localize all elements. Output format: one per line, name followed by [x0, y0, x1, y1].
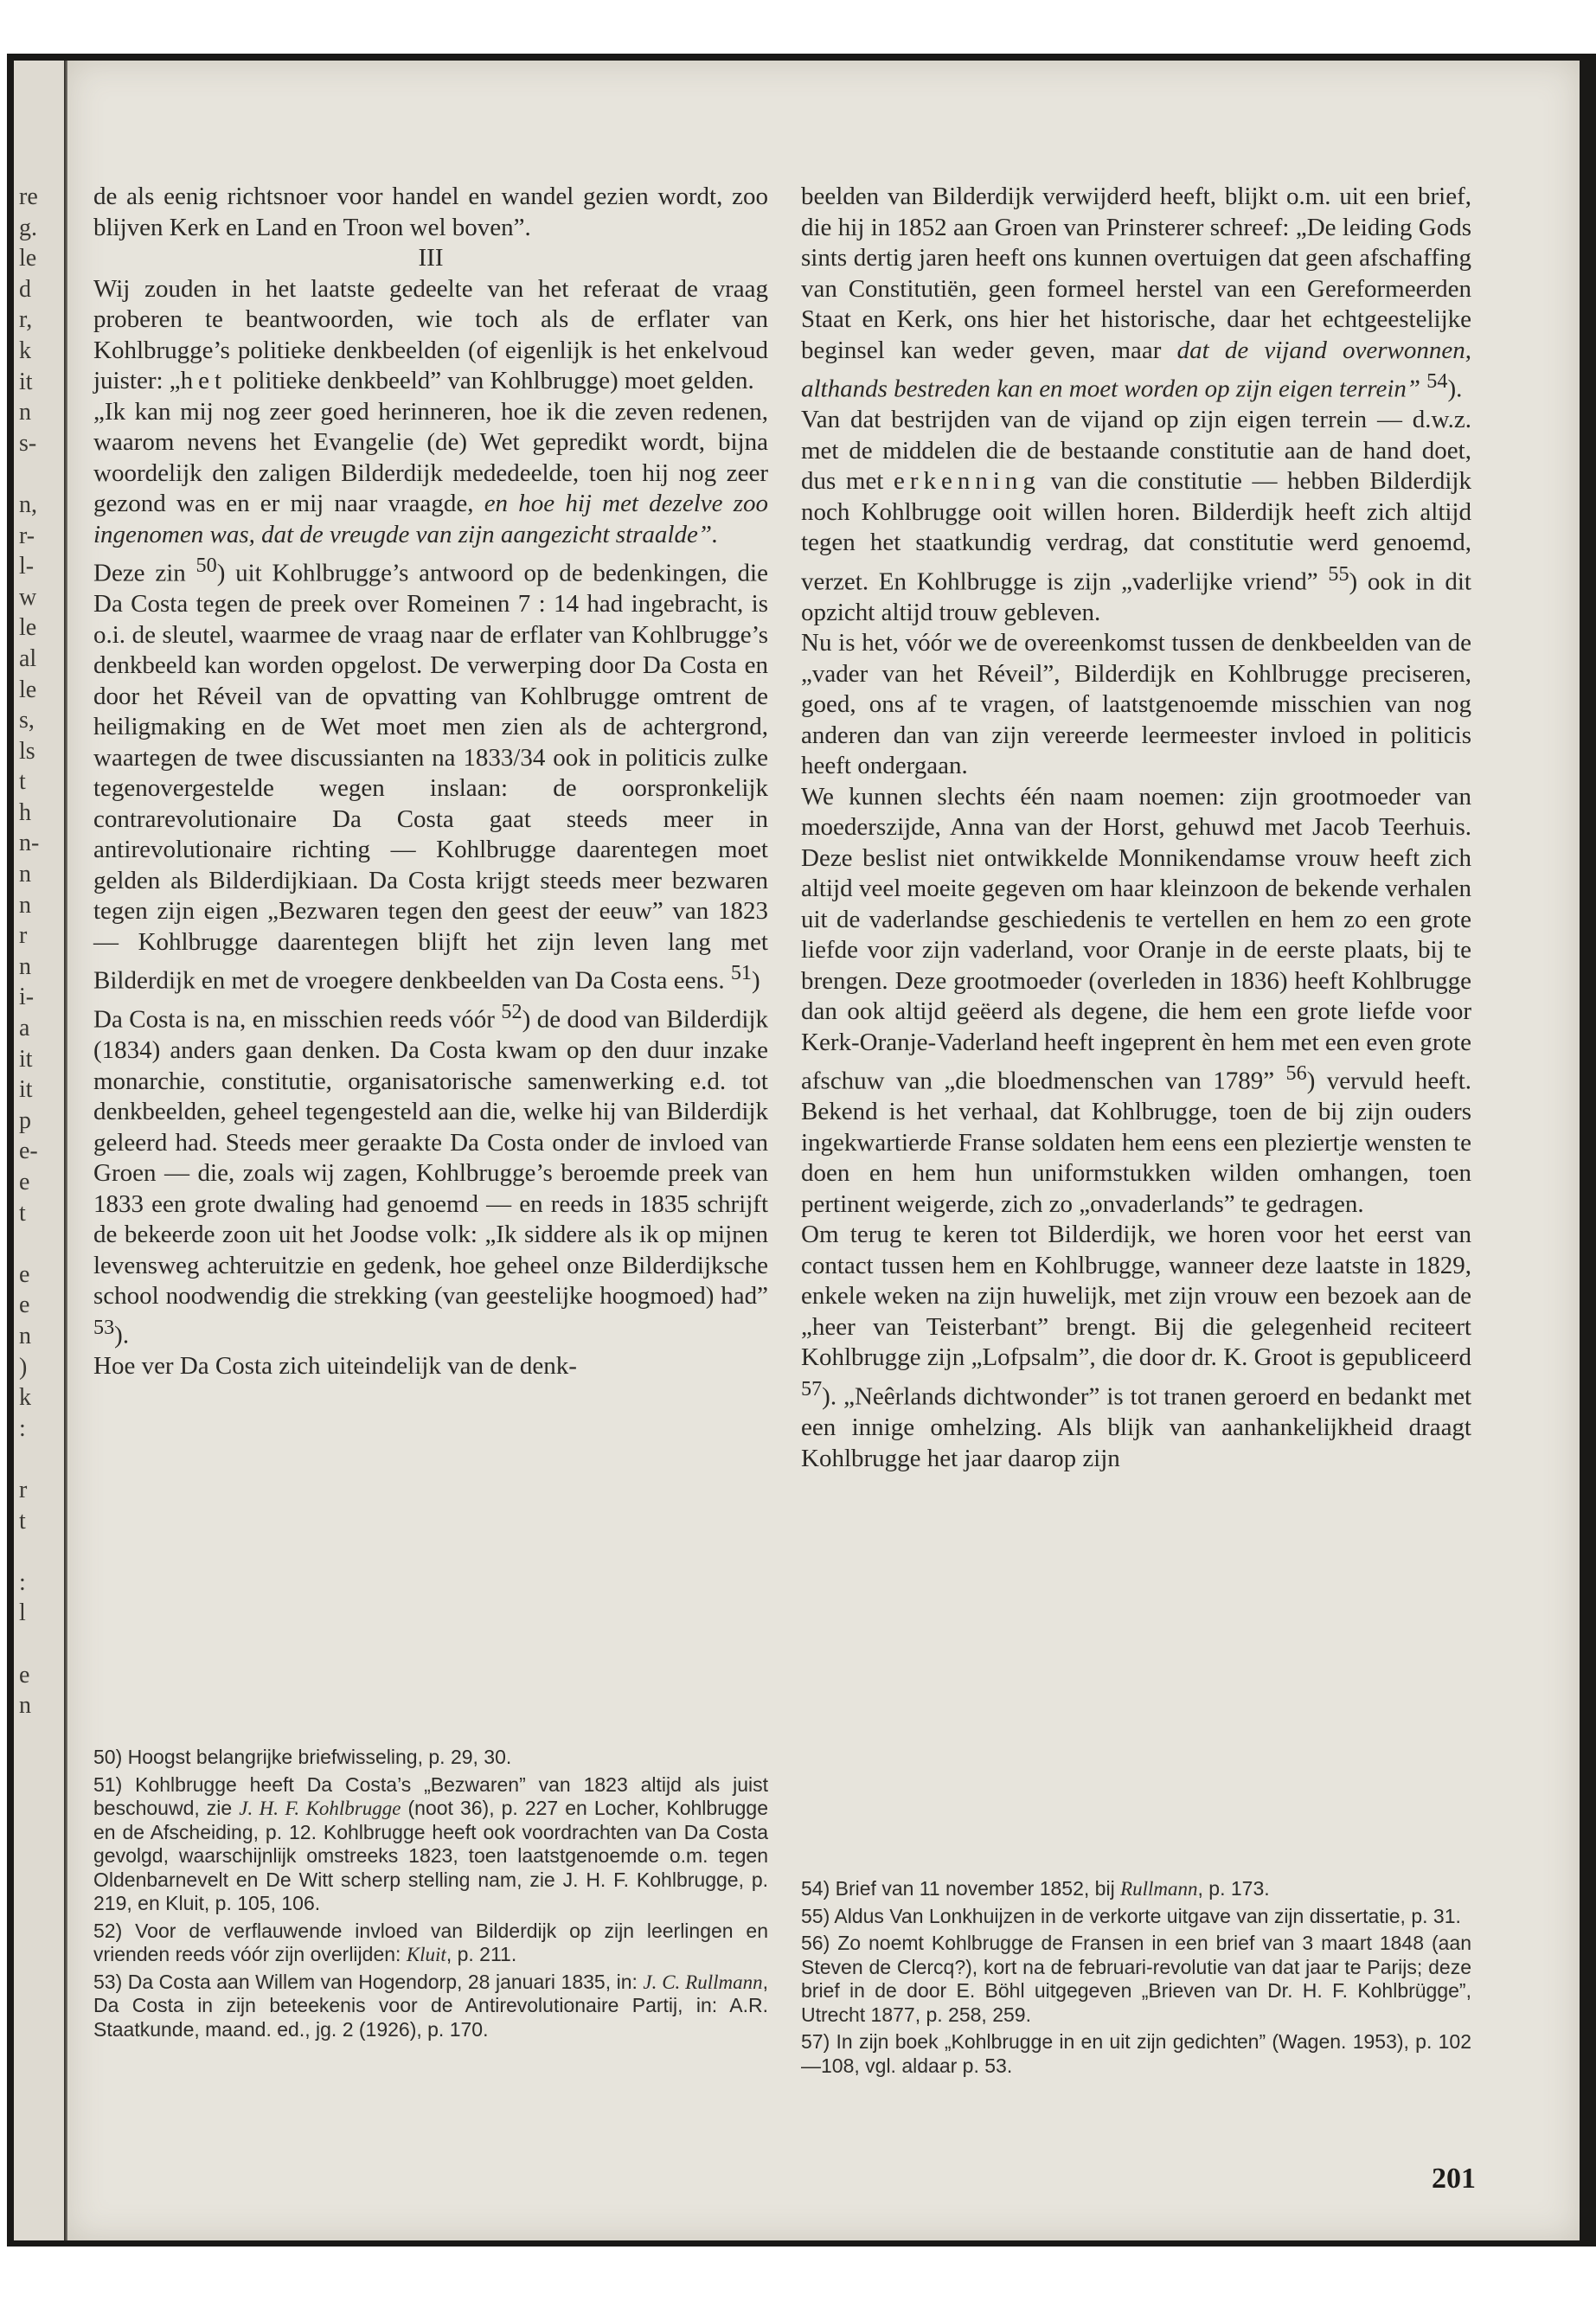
paragraph: Hoe ver Da Costa zich uiteindelijk van de denk-: [93, 1352, 577, 1381]
footnotes-left: [93, 1746, 768, 2045]
footnote-ref: 57: [801, 1376, 823, 1400]
paragraph: We kunnen slechts één naam noemen: zijn grootmoeder van moederszijde, Anna van der Horst, gehuwd met Jacob Teerhuis. Deze beslist niet ontwikkelde Monnikendamse vrouw heeft zich altijd veel moeite gegeven om haar kleinzoon de bekende verhalen uit de vaderlandse geschiedenis te vertellen en hem zo een grote liefde voor zijn vaderland, voor Oranje in de eerste plaats, bij te brengen. Deze grootmoeder (overleden in 1836) heeft Kohlbrugge dan ook altijd geëerd als degene, die hem een grote liefde voor Kerk-Oranje-Vaderland heeft ingeprent èn hem met een even grote afschuw van „die bloedmenschen van 1789” $^{56}$) vervuld heeft. Bekend is het verhaal, dat Kohlbrugge, toen de bij zijn ouders ingekwartierde Franse soldaten hem eens een pleziertje wensten te doen en hem hun uniformstukken wilden omhangen, toen pertinent weigerde, zich zo „onvaderlands” te gedragen.: [801, 782, 1472, 1218]
paragraph: Om terug te keren tot Bilderdijk, we horen voor het eerst van contact tussen hem en Kohlbrugge, wanneer deze laatste in 1829, enkele weken na zijn huwelijk, met zijn vrouw een bezoek aan de „heer van Teisterbant” brengt. Bij die gelegenheid reciteert Kohlbrugge zijn „Lofpsalm”, die door dr. K. Groot is gepubliceerd $^{57}$). „Neêrlands dichtwonder” is tot tranen geroerd en bedankt met een innige omhelzing. Als blijk van aanhankelijkheid draagt Kohlbrugge het jaar daarop zijn: [801, 1221, 1471, 1472]
paragraph: Da Costa is na, en misschien reeds vóór $^{52}$) de dood van Bilderdijk (1834) anders gaan denken. Da Costa kwam op den duur inzake monarchie, constitutie, organisatorische samenwerking e.d. tot denkbeelden, geheel tegengesteld aan die, welke hij van Bilderdijk geleerd had. Steeds meer geraakte Da Costa onder de invloed van Groen — die, zoals wij zagen, Kohlbrugge’s beroemde preek van 1833 een grote dwaling had genoemd — en reeds in 1835 schrijft de bekeerde zoon uit het Joodse volk: „Ik siddere als ik op mijnen levensweg achteruitzie en gedenk, hoe geheel onze Bilderdijksche school noodwendig die strekking (van geestelijke hoogmoed) had” $^{53}$).: [93, 1000, 768, 1349]
top-margin: [0, 0, 1596, 54]
footnote: 53) Da Costa aan Willem van Hogendorp, 28 januari 1835, in: J. C. Rullmann, Da Costa in zijn beteekenis voor de Antirevolutionaire Partij, in: A.R. Staatkunde, maand. ed., jg. 2 (1926), p. 170.: [93, 1970, 768, 2041]
paragraph: Deze zin $^{50}$) uit Kohlbrugge’s antwoord op de bedenkingen, die Da Costa tegen de preek over Romeinen 7 : 14 had ingebracht, is o.i. de sleutel, waarmee de vraag naar de erflater van Kohlbrugge’s denkbeeld kan worden opgelost. De verwerping door Da Costa en door het Réveil van de opvatting van Kohlbrugge omtrent de heiligmaking en de Wet moet men zien als de achtergrond, waartegen de twee discussianten na 1833/34 ook in politicis zulke tegenovergestelde wegen inslaan: de oorspronkelijk contrarevolutionaire Da Costa gaat steeds meer in antirevolutionaire richting — Kohlbrugge daarentegen moet gelden als Bilderdijkiaan. Da Costa krijgt steeds meer bezwaren tegen zijn eigen „Bezwaren tegen den geest der eeuw” van 1823 — Kohlbrugge daarentegen blijft het zijn leven lang met Bilderdijk en met de vroegere denkbeelden van Da Costa eens. $^{51}$): [93, 554, 768, 995]
footnote: 55) Aldus Van Lonkhuijzen in de verkorte uitgave van zijn dissertatie, p. 31.: [801, 1904, 1461, 1927]
footnote-ref: 53: [93, 1315, 115, 1339]
paragraph: de als eenig richtsnoer voor handel en wandel gezien wordt, zoo blijven Kerk en Land en Troon wel boven”.: [93, 183, 768, 241]
paragraph: Van dat bestrijden van de vijand op zijn eigen terrein — d.w.z. met de middelen die de bestaande constitutie aan de hand doet, dus met erkenning van die constitutie — hebben Bilderdijk noch Kohlbrugge ooit willen horen. Bilderdijk heeft zich altijd tegen het staatkundig verdrag, dat constitutie werd genoemd, verzet. En Kohlbrugge is zijn „vaderlijke vriend” $^{55}$) ook in dit opzicht altijd trouw gebleven.: [801, 406, 1471, 626]
section-heading: III: [418, 244, 444, 272]
footnote: 50) Hoogst belangrijke briefwisseling, p. 29, 30.: [93, 1746, 512, 1768]
paragraph: Wij zouden in het laatste gedeelte van het referaat de vraag proberen te beantwoorden, wie toch als de erflater van Kohlbrugge’s politieke denkbeelden (of eigenlijk is het enkelvoud juister: „het politieke denkbeeld” van Kohlbrugge) moet gelden.: [93, 274, 768, 394]
footnote: 51) Kohlbrugge heeft Da Costa’s „Bezwaren” van 1823 altijd als juist beschouwd, zie J. H. F. Kohlbrugge (noot 36), p. 227 en Locher, Kohlbrugge en de Afscheiding, p. 12. Kohlbrugge heeft ook voordrachten van Da Costa gevolgd, waarschijnlijk omstreeks 1823, toen laatstgenoemde o.m. tegen Oldenbarnevelt en De Witt scherp stelling nam, zie J. H. F. Kohlbrugge, p. 219, en Kluit, p. 105, 106.: [93, 1772, 769, 1914]
footnote: 56) Zo noemt Kohlbrugge de Fransen in een brief van 3 maart 1848 (aan Steven de Clercq?), kort na de februari-revolutie van dat jaar te Parijs; deze brief in de door E. Böhl uitgegeven „Brieven van Dr. H. F. Kohlbrügge”, Utrecht 1877, p. 258, 259.: [801, 1932, 1471, 2026]
scan-frame: [7, 54, 1596, 2247]
footnotes-right: [801, 1877, 1471, 2081]
footnote-ref: 54: [1426, 369, 1448, 393]
paragraph: Nu is het, vóór we de overeenkomst tussen de denkbeelden van de „vader van het Réveil”, Bilderdijk en Kohlbrugge preciseren, goed, ons af te vragen, of laatstgenoemde misschien van nog anderen dan van zijn vereerde leermeester invloed in politicis heeft ondergaan.: [801, 629, 1471, 780]
footnote-ref: 50: [195, 554, 217, 577]
footnote: 57) In zijn boek „Kohlbrugge in en uit zijn gedichten” (Wagen. 1953), p. 102—108, vgl. aldaar p. 53.: [801, 2030, 1471, 2077]
footnote-ref: 52: [501, 1000, 522, 1024]
footnote-ref: 56: [1285, 1061, 1307, 1086]
page-number: 201: [1432, 2163, 1476, 2195]
previous-page-edge: [14, 61, 66, 2240]
footnote-ref: 55: [1328, 561, 1349, 586]
footnote: 52) Voor de verflauwende invloed van Bilderdijk op zijn leerlingen en vrienden reeds vóór zijn overlijden: Kluit, p. 211.: [93, 1919, 768, 1965]
footnote: 54) Brief van 11 november 1852, bij Rullmann, p. 173.: [801, 1877, 1270, 1900]
previous-page-text-fragments: re g. le d r, k it n s- n, r- l- w le al le s, ls t h n- n n r n i- a it it p e- e t e e n ) k : r t : l e n: [19, 183, 40, 1720]
paragraph: beelden van Bilderdijk verwijderd heeft, blijkt o.m. uit een brief, die hij in 1852 aan Groen van Prinsterer schreef: „De leiding Gods sints dertig jaren heeft ons kunnen overtuigen dat geen afschaffing van Constitutiën, geen formeel herstel van een Gereformeerden Staat en Kerk, ons hier het historische, daar het echtgeestelijke beginsel kan weder geven, maar dat de vijand overwonnen, althands bestreden kan en moet worden op zijn eigen terrein” $^{54}$).: [801, 183, 1471, 403]
book-page: [67, 61, 1580, 2240]
footnote-ref: 51: [730, 961, 752, 985]
left-column: [93, 182, 768, 1382]
right-column: [801, 182, 1471, 1474]
paragraph: „Ik kan mij nog zeer goed herinneren, hoe ik die zeven redenen, waarom nevens het Evangelie (de) Wet gepredikt wordt, bijna woordelijk den zaligen Bilderdijk mededeelde, toen hij nog zeer gezond was en er mij naar vraagde, en hoe hij met dezelve zoo ingenomen was, dat de vreugde van zijn aangezicht straalde”.: [93, 397, 768, 548]
